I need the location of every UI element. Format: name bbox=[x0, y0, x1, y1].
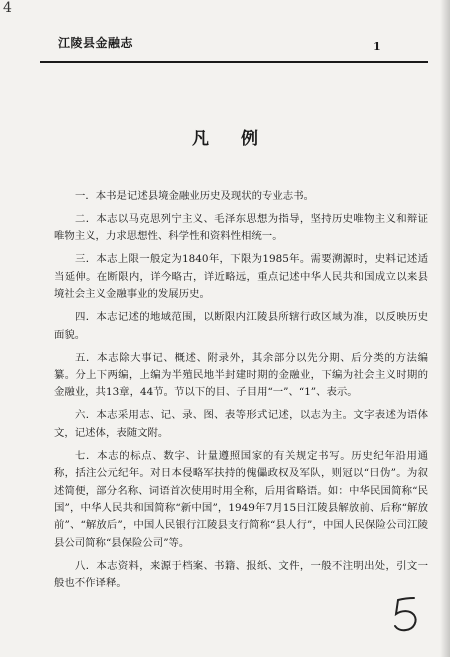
paragraph-1: 一．本书是记述县境金融业历史及现状的专业志书。 bbox=[75, 190, 314, 202]
page-number: 1 bbox=[373, 40, 381, 53]
header-rule bbox=[40, 61, 428, 63]
section-title: 凡例 bbox=[192, 129, 290, 149]
corner-pen-mark: 4 bbox=[3, 0, 12, 16]
page-edge-shadow bbox=[440, 0, 450, 657]
paragraph-2: 二．本志以马克思列宁主义、毛泽东思想为指导，坚持历史唯物主义和辩证唯物主义，力求思想性、科学性和资料性相统一。 bbox=[54, 213, 428, 243]
handwritten-page-mark bbox=[388, 594, 430, 634]
paragraph-8: 八．本志资料，来源于档案、书籍、报纸、文件，一般不注明出处，引文一般也不作译释。 bbox=[54, 559, 428, 590]
paragraph-4: 四．本志记述的地域范围，以断限内江陵县所辖行政区域为准，以反映历史面貌。 bbox=[54, 311, 428, 341]
paragraph-3: 三．本志上限一般定为1840年，下限为1985年。需要溯源时，史料记述适当延伸。在断限内，详今略古，详近略远，重点记述中华人民共和国成立以来县境社会主义金融事业的发展历史。 bbox=[54, 253, 428, 301]
body-text bbox=[54, 188, 428, 598]
paragraph-5: 五．本志除大事记、概述、附录外，其余部分以先分期、后分类的方法编纂。分上下两编，上编为半殖民地半封建时期的金融业，下编为社会主义时期的金融业，共13章，44节。节以下的目、子目用“一”、“1”、表示。 bbox=[54, 351, 428, 399]
paragraph-7: 七．本志的标点、数字、计量遵照国家的有关规定书写。历史纪年沿用通称，括注公元纪年。对日本侵略军扶持的傀儡政权及军队，则冠以“日伪”。为叙述简便，部分名称、词语首次使用时用全称，后用省略语。如：中华民国简称“民国”，中华人民共和国简称“新中国”，1949年7月15日江陵县解放前、后称“解放前”、“解放后”，中国人民银行江陵县支行简称“县人行”，中国人民保险公司江陵县公司简称“县保险公司”等。 bbox=[54, 449, 428, 549]
running-header-title: 江陵县金融志 bbox=[58, 36, 134, 50]
paragraph-6: 六．本志采用志、记、录、图、表等形式记述，以志为主。文字表述为语体文，记述体，表随文附。 bbox=[54, 409, 428, 439]
